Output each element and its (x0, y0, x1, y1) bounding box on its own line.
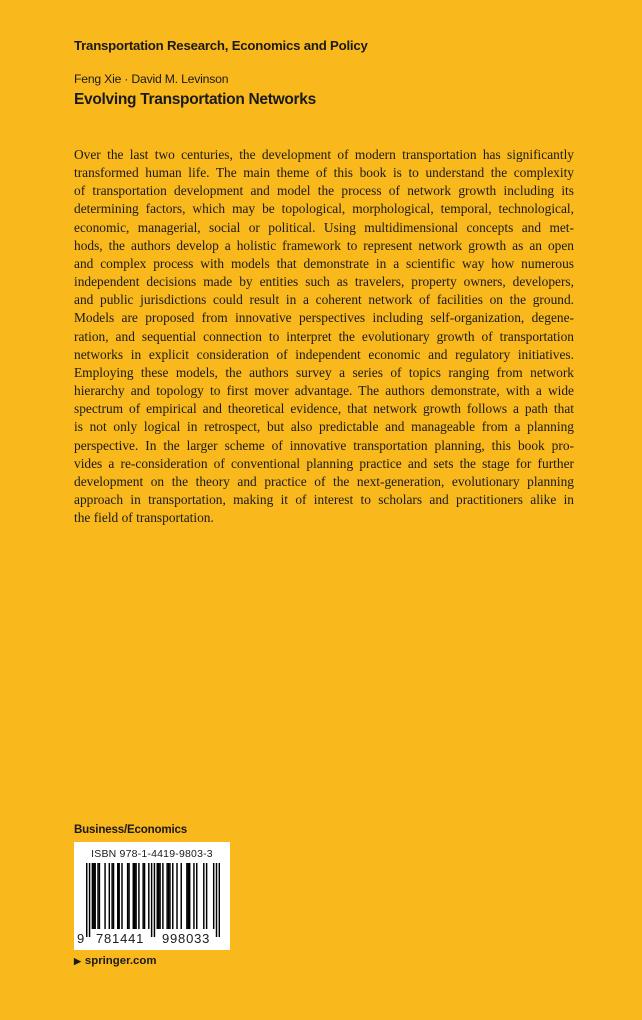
barcode-bar (86, 863, 87, 937)
barcode-bar (176, 863, 177, 929)
barcode-bar (121, 863, 122, 929)
barcode-bar (213, 863, 214, 929)
barcode-bar (206, 863, 207, 929)
barcode-bar (111, 863, 112, 929)
barcode-bar (188, 863, 189, 929)
description-line: development on the theory and practice of the next-generation, evolutionary planning (74, 473, 574, 489)
barcode-bar (159, 863, 160, 929)
description-line: perspective. In the larger scheme of innovative transportation planning, this book pro- (74, 437, 574, 453)
barcode-bar (181, 863, 182, 929)
description-line: ration, and sequential connection to interpret the evolutionary growth of transportation (74, 328, 574, 344)
barcode-bar (93, 863, 94, 929)
barcode-bar (216, 863, 217, 937)
barcode-bar (135, 863, 136, 929)
description-line: vides a re-consideration of conventional planning practice and sets the stage for further (74, 455, 574, 471)
barcode-bar (134, 863, 135, 929)
barcode-bar (138, 863, 139, 929)
barcode-bar (151, 863, 152, 937)
description-line: is not only logical in retrospect, but also predictable and manageable from a planning (74, 419, 574, 435)
arrow-right-icon: ▶ (74, 955, 81, 966)
barcode-bar (113, 863, 114, 929)
publisher-link[interactable] (74, 955, 156, 967)
description-line: determining factors, which may be topological, morphological, temporal, technological, (74, 201, 574, 217)
barcode-bar (186, 863, 187, 929)
barcode-bar (109, 863, 110, 929)
barcode-bar (118, 863, 119, 929)
book-title: Evolving Transportation Networks (74, 91, 316, 108)
book-description (74, 146, 574, 527)
barcode-bar (148, 863, 149, 929)
description-line: networks in explicit consideration of independent economic and regulatory initiatives. (74, 346, 574, 362)
barcode-bar (104, 863, 105, 929)
description-line: Employing these models, the authors survey a series of topics ranging from network (74, 364, 574, 380)
description-line: hods, the authors develop a holistic framework to represent network growth as an open (74, 237, 574, 253)
description-line: independent decisions made by entities such as travelers, property owners, developers, (74, 274, 574, 290)
barcode-bar (89, 863, 90, 937)
isbn-label: ISBN 978-1-4419-9803-3 (91, 848, 213, 860)
description-line: and public jurisdictions could result in a coherent network of facilities on the ground. (74, 292, 574, 308)
ean-right-group: 998033 (162, 931, 211, 946)
description-line: spectrum of empirical and theoretical evidence, that network growth follows a path that (74, 401, 574, 417)
barcode-bar (193, 863, 194, 929)
barcode-bar (99, 863, 100, 929)
description-line: the field of transportation. (74, 510, 214, 526)
publisher-url: springer.com (84, 955, 157, 967)
series-title: Transportation Research, Economics and Policy (74, 38, 368, 53)
description-line: Over the last two centuries, the development of modern transportation has significantly (74, 147, 574, 162)
barcode-bar (157, 863, 158, 929)
description-line: economic, managerial, social or political. Using multidimensional concepts and met- (74, 219, 574, 235)
barcode-bar (154, 863, 155, 937)
barcode-bar (158, 863, 159, 929)
barcode-bar (168, 863, 169, 929)
subject-category: Business/Economics (74, 823, 188, 836)
description-line: hierarchy and topology to first mover advantage. The authors demonstrate, with a wide (74, 383, 574, 399)
barcode-bar (94, 863, 95, 929)
barcode-bar (166, 863, 167, 929)
barcode-bar (97, 863, 98, 929)
ean-left-group: 781441 (96, 931, 145, 946)
book-authors: Feng Xie · David M. Levinson (74, 72, 229, 86)
description-line: and complex process with models that demonstrate in a scientific way how numerous (74, 255, 574, 271)
barcode-bar (142, 863, 143, 929)
description-line: approach in transportation, making it of interest to scholars and practitioners alike in (74, 491, 574, 507)
ean-first-digit: 9 (77, 931, 85, 946)
description-line: of transportation development and model the process of network growth including its (74, 183, 574, 199)
barcode-bar (196, 863, 197, 929)
barcode-icon (86, 863, 220, 937)
barcode-bar (128, 863, 129, 929)
barcode-bar (117, 863, 118, 929)
barcode-bar (169, 863, 170, 929)
barcode-bar (219, 863, 220, 937)
barcode-bar (133, 863, 134, 929)
barcode-bar (162, 863, 163, 929)
barcode-bar (172, 863, 173, 929)
barcode-bar (203, 863, 204, 929)
barcode-bar (189, 863, 190, 929)
description-line: Models are proposed from innovative perspectives including self-organization, degene- (74, 310, 574, 326)
barcode-bar (144, 863, 145, 929)
barcode-bar (92, 863, 93, 929)
barcode-bar (127, 863, 128, 929)
isbn-barcode (74, 842, 230, 950)
description-line: transformed human life. The main theme of this book is to understand the complexity (74, 165, 574, 181)
